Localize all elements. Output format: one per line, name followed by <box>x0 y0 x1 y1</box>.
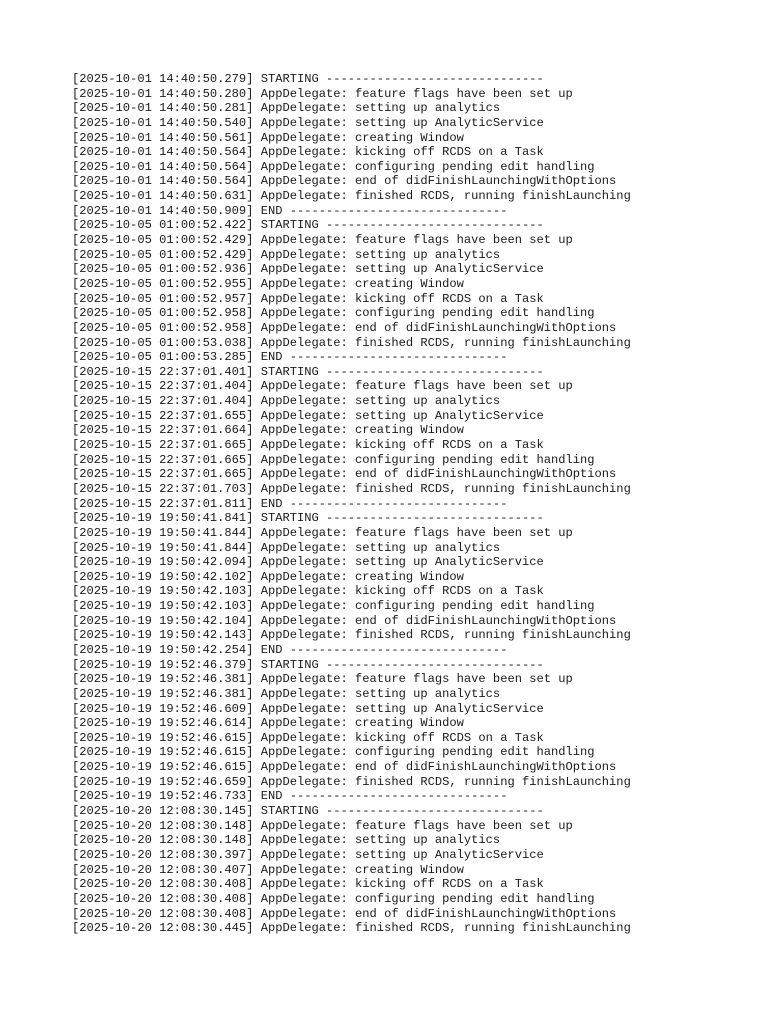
log-text-body <box>72 72 752 936</box>
log-line: [2025-10-05 01:00:52.429] AppDelegate: setting up analytics <box>72 247 501 262</box>
log-line: [2025-10-19 19:52:46.381] AppDelegate: setting up analytics <box>72 686 501 701</box>
log-line: [2025-10-05 01:00:52.957] AppDelegate: kicking off RCDS on a Task <box>72 291 544 306</box>
log-line: [2025-10-19 19:50:41.844] AppDelegate: feature flags have been set up <box>72 525 573 540</box>
log-line: [2025-10-15 22:37:01.401] STARTING ------------------------------ <box>72 364 544 379</box>
log-line: [2025-10-20 12:08:30.408] AppDelegate: kicking off RCDS on a Task <box>72 877 544 892</box>
log-line: [2025-10-19 19:50:41.841] STARTING ------------------------------ <box>72 511 544 526</box>
log-line: [2025-10-01 14:40:50.564] AppDelegate: configuring pending edit handling <box>72 159 595 174</box>
log-line: [2025-10-20 12:08:30.148] AppDelegate: setting up analytics <box>72 833 501 848</box>
log-line: [2025-10-01 14:40:50.279] STARTING ------------------------------ <box>72 72 544 86</box>
log-line: [2025-10-01 14:40:50.561] AppDelegate: creating Window <box>72 130 464 145</box>
log-line: [2025-10-19 19:52:46.609] AppDelegate: setting up AnalyticService <box>72 701 544 716</box>
log-line: [2025-10-20 12:08:30.397] AppDelegate: setting up AnalyticService <box>72 847 544 862</box>
log-line: [2025-10-19 19:50:42.254] END ------------------------------ <box>72 642 508 657</box>
log-line: [2025-10-01 14:40:50.909] END ------------------------------ <box>72 203 508 218</box>
log-line: [2025-10-15 22:37:01.404] AppDelegate: setting up analytics <box>72 394 501 409</box>
log-line: [2025-10-19 19:52:46.379] STARTING ------------------------------ <box>72 657 544 672</box>
log-line: [2025-10-20 12:08:30.445] AppDelegate: finished RCDS, running finishLaunching <box>72 921 631 936</box>
log-line: [2025-10-05 01:00:52.422] STARTING ------------------------------ <box>72 218 544 233</box>
log-line: [2025-10-20 12:08:30.408] AppDelegate: configuring pending edit handling <box>72 891 595 906</box>
log-line: [2025-10-05 01:00:53.285] END ------------------------------ <box>72 350 508 365</box>
log-line: [2025-10-19 19:52:46.615] AppDelegate: end of didFinishLaunchingWithOptions <box>72 760 617 775</box>
log-line: [2025-10-15 22:37:01.703] AppDelegate: finished RCDS, running finishLaunching <box>72 481 631 496</box>
log-line: [2025-10-20 12:08:30.145] STARTING ------------------------------ <box>72 804 544 819</box>
log-line: [2025-10-19 19:50:42.094] AppDelegate: setting up AnalyticService <box>72 555 544 570</box>
log-line: [2025-10-01 14:40:50.540] AppDelegate: setting up AnalyticService <box>72 115 544 130</box>
log-line: [2025-10-20 12:08:30.408] AppDelegate: end of didFinishLaunchingWithOptions <box>72 906 617 921</box>
log-line: [2025-10-15 22:37:01.664] AppDelegate: creating Window <box>72 423 464 438</box>
log-line: [2025-10-01 14:40:50.564] AppDelegate: end of didFinishLaunchingWithOptions <box>72 174 617 189</box>
log-line: [2025-10-05 01:00:53.038] AppDelegate: finished RCDS, running finishLaunching <box>72 335 631 350</box>
log-line: [2025-10-19 19:50:41.844] AppDelegate: setting up analytics <box>72 540 501 555</box>
log-line: [2025-10-19 19:50:42.102] AppDelegate: creating Window <box>72 569 464 584</box>
log-line: [2025-10-15 22:37:01.404] AppDelegate: feature flags have been set up <box>72 379 573 394</box>
log-line: [2025-10-05 01:00:52.955] AppDelegate: creating Window <box>72 276 464 291</box>
log-line: [2025-10-15 22:37:01.665] AppDelegate: kicking off RCDS on a Task <box>72 438 544 453</box>
log-line: [2025-10-19 19:52:46.733] END ------------------------------ <box>72 789 508 804</box>
log-line: [2025-10-05 01:00:52.429] AppDelegate: feature flags have been set up <box>72 233 573 248</box>
log-line: [2025-10-19 19:52:46.615] AppDelegate: configuring pending edit handling <box>72 745 595 760</box>
log-line: [2025-10-19 19:52:46.381] AppDelegate: feature flags have been set up <box>72 672 573 687</box>
log-line: [2025-10-19 19:50:42.143] AppDelegate: finished RCDS, running finishLaunching <box>72 628 631 643</box>
log-line: [2025-10-19 19:52:46.614] AppDelegate: creating Window <box>72 716 464 731</box>
log-line: [2025-10-15 22:37:01.655] AppDelegate: setting up AnalyticService <box>72 408 544 423</box>
log-line: [2025-10-01 14:40:50.281] AppDelegate: setting up analytics <box>72 101 501 116</box>
log-line: [2025-10-19 19:52:46.615] AppDelegate: kicking off RCDS on a Task <box>72 730 544 745</box>
log-line: [2025-10-15 22:37:01.811] END ------------------------------ <box>72 496 508 511</box>
log-line: [2025-10-05 01:00:52.936] AppDelegate: setting up AnalyticService <box>72 262 544 277</box>
log-line: [2025-10-01 14:40:50.564] AppDelegate: kicking off RCDS on a Task <box>72 145 544 160</box>
log-line: [2025-10-20 12:08:30.407] AppDelegate: creating Window <box>72 862 464 877</box>
log-line: [2025-10-01 14:40:50.631] AppDelegate: finished RCDS, running finishLaunching <box>72 189 631 204</box>
log-line: [2025-10-01 14:40:50.280] AppDelegate: feature flags have been set up <box>72 86 573 101</box>
log-line: [2025-10-05 01:00:52.958] AppDelegate: configuring pending edit handling <box>72 306 595 321</box>
log-line: [2025-10-20 12:08:30.148] AppDelegate: feature flags have been set up <box>72 818 573 833</box>
log-line: [2025-10-19 19:50:42.104] AppDelegate: end of didFinishLaunchingWithOptions <box>72 613 617 628</box>
log-line: [2025-10-19 19:50:42.103] AppDelegate: configuring pending edit handling <box>72 599 595 614</box>
log-line: [2025-10-19 19:50:42.103] AppDelegate: kicking off RCDS on a Task <box>72 584 544 599</box>
log-line: [2025-10-19 19:52:46.659] AppDelegate: finished RCDS, running finishLaunching <box>72 774 631 789</box>
log-line: [2025-10-15 22:37:01.665] AppDelegate: configuring pending edit handling <box>72 452 595 467</box>
log-line: [2025-10-15 22:37:01.665] AppDelegate: end of didFinishLaunchingWithOptions <box>72 467 617 482</box>
log-line: [2025-10-05 01:00:52.958] AppDelegate: end of didFinishLaunchingWithOptions <box>72 320 617 335</box>
